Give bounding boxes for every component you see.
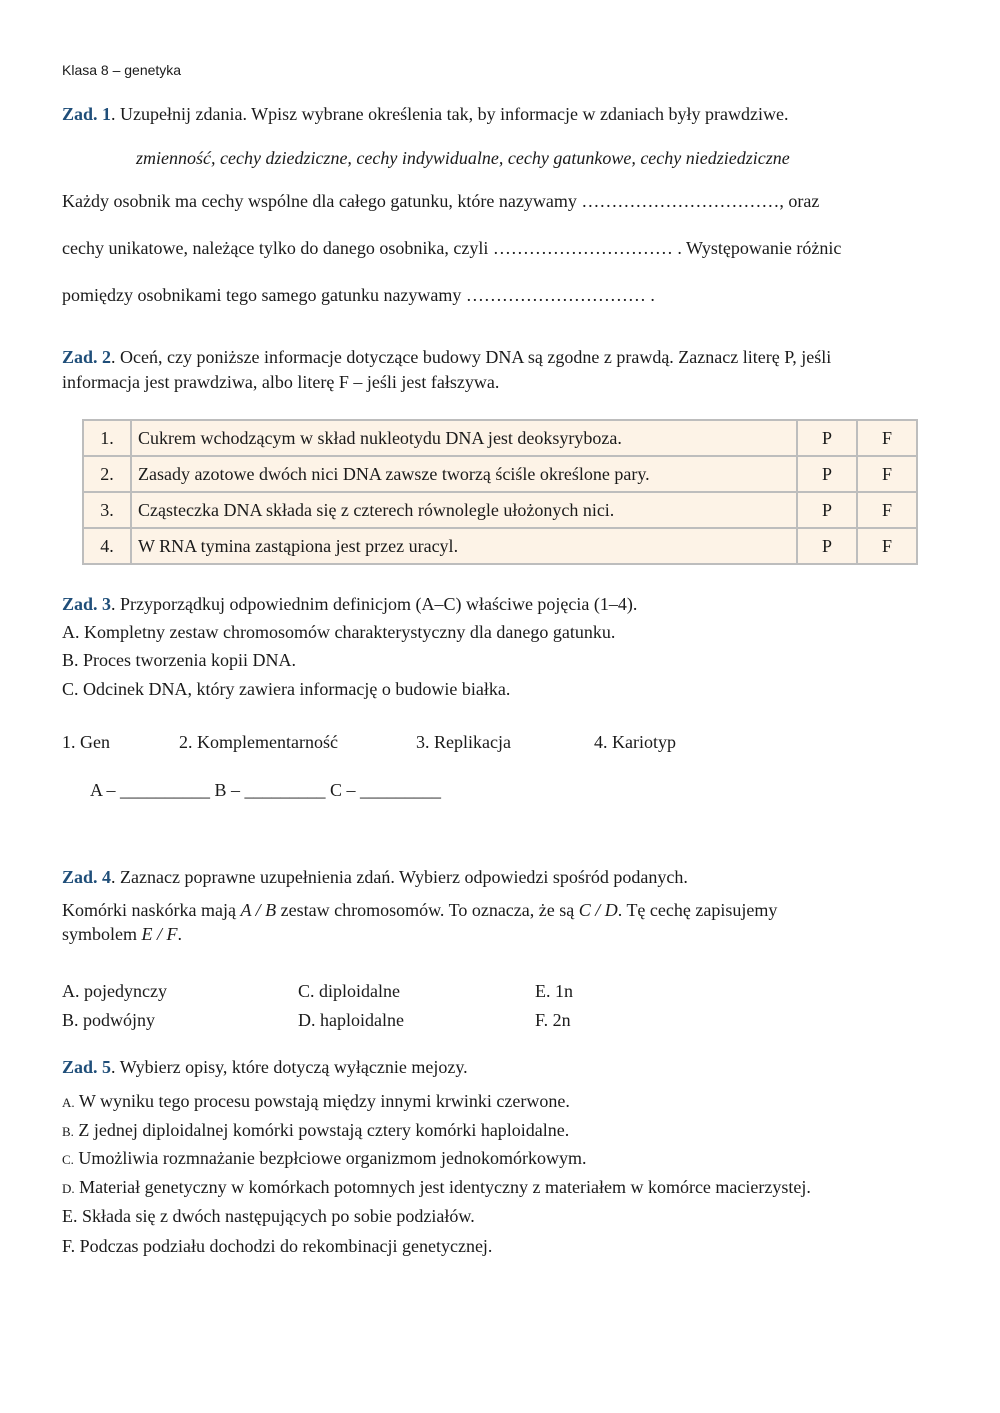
true-option[interactable]: P xyxy=(797,492,857,528)
zad2-label: Zad. 2 xyxy=(62,347,112,367)
zad3-instruction: . Przyporządkuj odpowiednim definicjom (A–C) właściwe pojęcia (1–4). xyxy=(111,594,638,614)
option-e[interactable]: E. 1n xyxy=(535,981,573,1001)
false-option[interactable]: F xyxy=(857,492,917,528)
true-option[interactable]: P xyxy=(797,420,857,456)
row-statement: Zasady azotowe dwóch nici DNA zawsze tworzą ściśle określone pary. xyxy=(131,456,797,492)
zad5-item-c[interactable]: C. Umożliwia rozmnażanie bezpłciowe organizmom jednokomórkowym. xyxy=(62,1148,587,1168)
false-option[interactable]: F xyxy=(857,420,917,456)
zad3-instruction-line xyxy=(62,594,637,615)
row-statement: Cukrem wchodzącym w skład nukleotydu DNA jest deoksyryboza. xyxy=(131,420,797,456)
definition-a: A. Kompletny zestaw chromosomów charakterystyczny dla danego gatunku. xyxy=(62,622,616,642)
zad5-item-a[interactable]: A. W wyniku tego procesu powstają między innymi krwinki czerwone. xyxy=(62,1091,570,1111)
zad2-instruction: . Oceń, czy poniższe informacje dotyczące budowy DNA są zgodne z prawdą. Zaznacz literę P, jeśli xyxy=(111,347,832,367)
row-number: 1. xyxy=(83,420,131,456)
true-option[interactable]: P xyxy=(797,528,857,564)
zad4-label: Zad. 4 xyxy=(62,867,112,887)
table-row xyxy=(83,420,917,456)
table-row xyxy=(83,528,917,564)
zad1-instruction-line xyxy=(62,104,788,125)
choice-ef[interactable]: E / F xyxy=(141,924,178,944)
zad4-instruction-line xyxy=(62,867,688,888)
zad1-line2: cechy unikatowe, należące tylko do danego osobnika, czyli ………………………… . Występowanie różnic xyxy=(62,238,842,258)
true-option[interactable]: P xyxy=(797,456,857,492)
option-d[interactable]: D. haploidalne xyxy=(298,1010,404,1030)
term-3: 3. Replikacja xyxy=(416,732,511,752)
false-option[interactable]: F xyxy=(857,528,917,564)
row-number: 3. xyxy=(83,492,131,528)
zad1-label: Zad. 1 xyxy=(62,104,112,124)
zad1-instruction: . Uzupełnij zdania. Wpisz wybrane określenia tak, by informacje w zdaniach były prawdziwe. xyxy=(111,104,789,124)
option-b[interactable]: B. podwójny xyxy=(62,1010,156,1030)
zad2-instruction-line2: informacja jest prawdziwa, albo literę F – jeśli jest fałszywa. xyxy=(62,372,500,392)
row-statement: Cząsteczka DNA składa się z czterech równolegle ułożonych nici. xyxy=(131,492,797,528)
option-c[interactable]: C. diploidalne xyxy=(298,981,400,1001)
zad5-instruction-line xyxy=(62,1057,468,1078)
zad4-sentence-line2: symbolem E / F. xyxy=(62,924,182,944)
choice-ab[interactable]: A / B xyxy=(240,900,277,920)
option-a[interactable]: A. pojedynczy xyxy=(62,981,167,1001)
zad3-label: Zad. 3 xyxy=(62,594,112,614)
row-statement: W RNA tymina zastąpiona jest przez uracyl. xyxy=(131,528,797,564)
true-false-table xyxy=(82,419,918,565)
zad1-word-bank: zmienność, cechy dziedziczne, cechy indywidualne, cechy gatunkowe, cechy niedziedziczne xyxy=(136,148,790,168)
zad5-item-e[interactable]: E. Składa się z dwóch następujących po sobie podziałów. xyxy=(62,1206,475,1226)
definition-b: B. Proces tworzenia kopii DNA. xyxy=(62,650,296,670)
zad5-item-d[interactable]: D. Materiał genetyczny w komórkach potomnych jest identyczny z materiałem w komórce macierzystej. xyxy=(62,1177,811,1197)
term-2: 2. Komplementarność xyxy=(179,732,338,752)
zad5-item-f[interactable]: F. Podczas podziału dochodzi do rekombinacji genetycznej. xyxy=(62,1236,493,1256)
definition-c: C. Odcinek DNA, który zawiera informację o budowie białka. xyxy=(62,679,511,699)
term-4: 4. Kariotyp xyxy=(594,732,676,752)
zad5-item-b[interactable]: B. Z jednej diploidalnej komórki powstają cztery komórki haploidalne. xyxy=(62,1120,570,1140)
choice-cd[interactable]: C / D xyxy=(578,900,618,920)
zad5-label: Zad. 5 xyxy=(62,1057,112,1077)
term-1: 1. Gen xyxy=(62,732,110,752)
zad3-answer-blanks[interactable]: A – __________ B – _________ C – _________ xyxy=(90,780,442,800)
zad4-sentence-line1: Komórki naskórka mają A / B zestaw chromosomów. To oznacza, że są C / D. Tę cechę zapisujemy xyxy=(62,900,778,920)
zad1-line3: pomiędzy osobnikami tego samego gatunku nazywamy ………………………… . xyxy=(62,285,655,305)
zad5-instruction: . Wybierz opisy, które dotyczą wyłącznie mejozy. xyxy=(111,1057,468,1077)
row-number: 4. xyxy=(83,528,131,564)
row-number: 2. xyxy=(83,456,131,492)
zad1-line1: Każdy osobnik ma cechy wspólne dla całego gatunku, które nazywamy ……………………………, oraz xyxy=(62,191,820,211)
table-row xyxy=(83,492,917,528)
zad2-instruction-line1 xyxy=(62,347,831,368)
table-row xyxy=(83,456,917,492)
false-option[interactable]: F xyxy=(857,456,917,492)
page-header: Klasa 8 – genetyka xyxy=(62,62,182,78)
option-f[interactable]: F. 2n xyxy=(535,1010,571,1030)
zad4-instruction: . Zaznacz poprawne uzupełnienia zdań. Wybierz odpowiedzi spośród podanych. xyxy=(111,867,688,887)
